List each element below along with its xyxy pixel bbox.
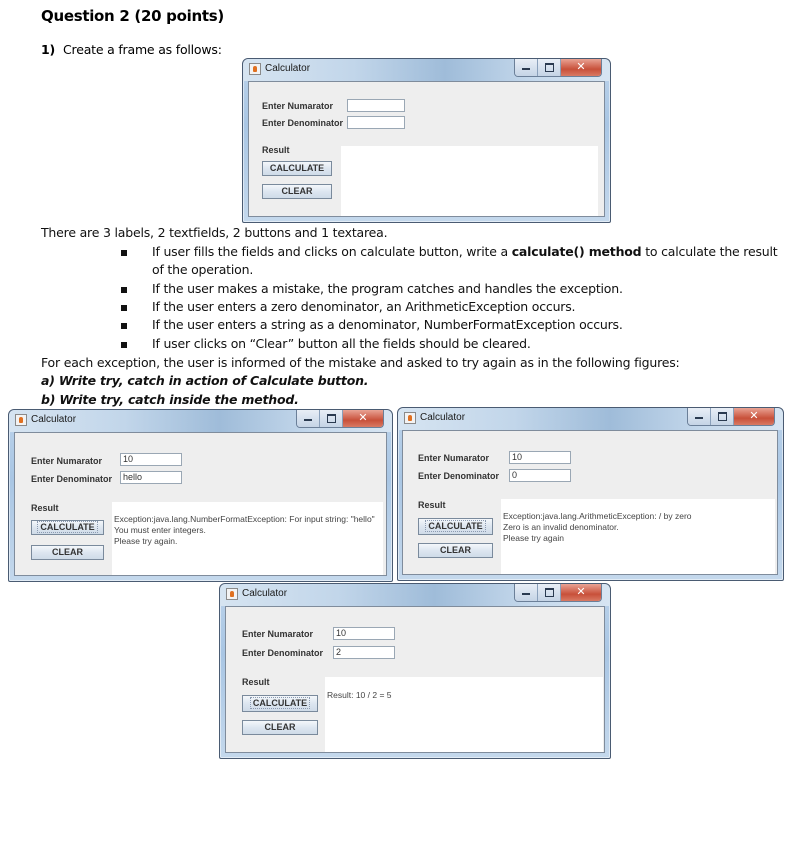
- minimize-icon: [304, 419, 312, 421]
- clear-button[interactable]: CLEAR: [418, 543, 493, 558]
- clear-button[interactable]: CLEAR: [262, 184, 332, 199]
- result-label: Result: [262, 145, 290, 155]
- output-line: You must enter integers.: [114, 525, 206, 535]
- denominator-input[interactable]: 0: [509, 469, 571, 482]
- calculator-window-empty: [242, 58, 611, 223]
- numerator-label: Enter Numarator: [418, 453, 490, 463]
- denominator-label: Enter Denominator: [242, 648, 324, 658]
- minimize-button[interactable]: [515, 59, 538, 76]
- question-heading: Question 2 (20 points): [41, 7, 224, 25]
- list-item: If user clicks on “Clear” button all the fields should be cleared.: [152, 336, 531, 351]
- part-a: a) Write try, catch in action of Calculate button.: [41, 373, 369, 388]
- denominator-label: Enter Denominator: [262, 118, 344, 128]
- output-line: Result: 10 / 2 = 5: [327, 690, 392, 700]
- part-b: b) Write try, catch inside the method.: [41, 392, 299, 407]
- list-item: If the user makes a mistake, the program catches and handles the exception.: [152, 281, 623, 296]
- content-pane: [225, 606, 605, 753]
- output-line: Exception:java.lang.NumberFormatException: For input string: "hello": [114, 514, 375, 524]
- maximize-icon: [545, 63, 554, 72]
- numerator-label: Enter Numarator: [242, 629, 314, 639]
- maximize-button[interactable]: [320, 410, 343, 427]
- result-label: Result: [31, 503, 59, 513]
- list-item: If the user enters a string as a denominator, NumberFormatException occurs.: [152, 317, 623, 332]
- close-button[interactable]: [734, 408, 774, 425]
- minimize-button[interactable]: [688, 408, 711, 425]
- clear-button[interactable]: CLEAR: [31, 545, 104, 560]
- bullet-icon: [121, 323, 127, 329]
- java-app-icon: [404, 412, 416, 424]
- calculator-window-number-format: [8, 409, 393, 582]
- minimize-icon: [522, 593, 530, 595]
- output-line: Please try again.: [114, 536, 178, 546]
- close-button[interactable]: [343, 410, 383, 427]
- numerator-label: Enter Numarator: [262, 101, 334, 111]
- close-button[interactable]: [561, 59, 601, 76]
- maximize-icon: [327, 414, 336, 423]
- caption-buttons: [687, 408, 775, 426]
- close-icon: ✕: [749, 409, 759, 422]
- calculate-button[interactable]: CALCULATE: [262, 161, 332, 176]
- calculator-window-success: [219, 583, 611, 759]
- numerator-label: Enter Numarator: [31, 456, 103, 466]
- result-textarea[interactable]: [341, 146, 598, 216]
- numerator-input[interactable]: 10: [120, 453, 182, 466]
- java-app-icon: [249, 63, 261, 75]
- content-pane: [402, 430, 778, 575]
- content-pane: [14, 432, 387, 576]
- denominator-input[interactable]: 2: [333, 646, 395, 659]
- bullet-icon: [121, 305, 127, 311]
- output-line: Please try again: [503, 533, 564, 543]
- maximize-icon: [718, 412, 727, 421]
- close-button[interactable]: [561, 584, 601, 601]
- calculate-button[interactable]: CALCULATE: [31, 520, 104, 535]
- minimize-icon: [522, 68, 530, 70]
- window-title: Calculator: [31, 414, 77, 425]
- summary-text: There are 3 labels, 2 textfields, 2 buttons and 1 textarea.: [41, 225, 388, 240]
- step-1: [41, 42, 222, 57]
- caption-buttons: [296, 410, 384, 428]
- result-textarea[interactable]: [501, 499, 775, 574]
- minimize-icon: [695, 417, 703, 419]
- output-line: Zero is an invalid denominator.: [503, 522, 619, 532]
- maximize-button[interactable]: [538, 59, 561, 76]
- bullet-icon: [121, 342, 127, 348]
- maximize-button[interactable]: [711, 408, 734, 425]
- numerator-input[interactable]: 10: [333, 627, 395, 640]
- step-number: 1): [41, 42, 56, 57]
- calculate-button[interactable]: CALCULATE: [418, 518, 493, 535]
- denominator-input[interactable]: [347, 116, 405, 129]
- clear-button[interactable]: CLEAR: [242, 720, 318, 735]
- result-label: Result: [242, 677, 270, 687]
- caption-buttons: [514, 59, 602, 77]
- result-textarea[interactable]: [325, 677, 603, 752]
- caption-buttons: [514, 584, 602, 602]
- numerator-input[interactable]: 10: [509, 451, 571, 464]
- content-pane: [248, 81, 605, 217]
- numerator-input[interactable]: [347, 99, 405, 112]
- maximize-button[interactable]: [538, 584, 561, 601]
- result-textarea[interactable]: [112, 502, 383, 575]
- bullet-icon: [121, 250, 127, 256]
- exception-note: For each exception, the user is informed of the mistake and asked to try again as in the following figures:: [41, 355, 680, 370]
- minimize-button[interactable]: [515, 584, 538, 601]
- calculate-button[interactable]: CALCULATE: [242, 695, 318, 712]
- denominator-input[interactable]: hello: [120, 471, 182, 484]
- list-item: If user fills the fields and clicks on calculate button, write a calculate() method to calculate the result: [152, 244, 778, 259]
- window-title: Calculator: [420, 412, 466, 423]
- denominator-label: Enter Denominator: [31, 474, 113, 484]
- window-title: Calculator: [265, 63, 311, 74]
- step-text: Create a frame as follows:: [63, 42, 222, 57]
- close-icon: ✕: [576, 585, 586, 598]
- minimize-button[interactable]: [297, 410, 320, 427]
- java-app-icon: [15, 414, 27, 426]
- result-label: Result: [418, 500, 446, 510]
- calculator-window-arithmetic: [397, 407, 784, 581]
- maximize-icon: [545, 588, 554, 597]
- close-icon: ✕: [358, 411, 368, 424]
- window-title: Calculator: [242, 588, 288, 599]
- java-app-icon: [226, 588, 238, 600]
- list-item-continuation: of the operation.: [152, 262, 254, 277]
- list-item: If the user enters a zero denominator, an ArithmeticException occurs.: [152, 299, 576, 314]
- output-line: Exception:java.lang.ArithmeticException: / by zero: [503, 511, 692, 521]
- close-icon: ✕: [576, 60, 586, 73]
- denominator-label: Enter Denominator: [418, 471, 500, 481]
- bullet-icon: [121, 287, 127, 293]
